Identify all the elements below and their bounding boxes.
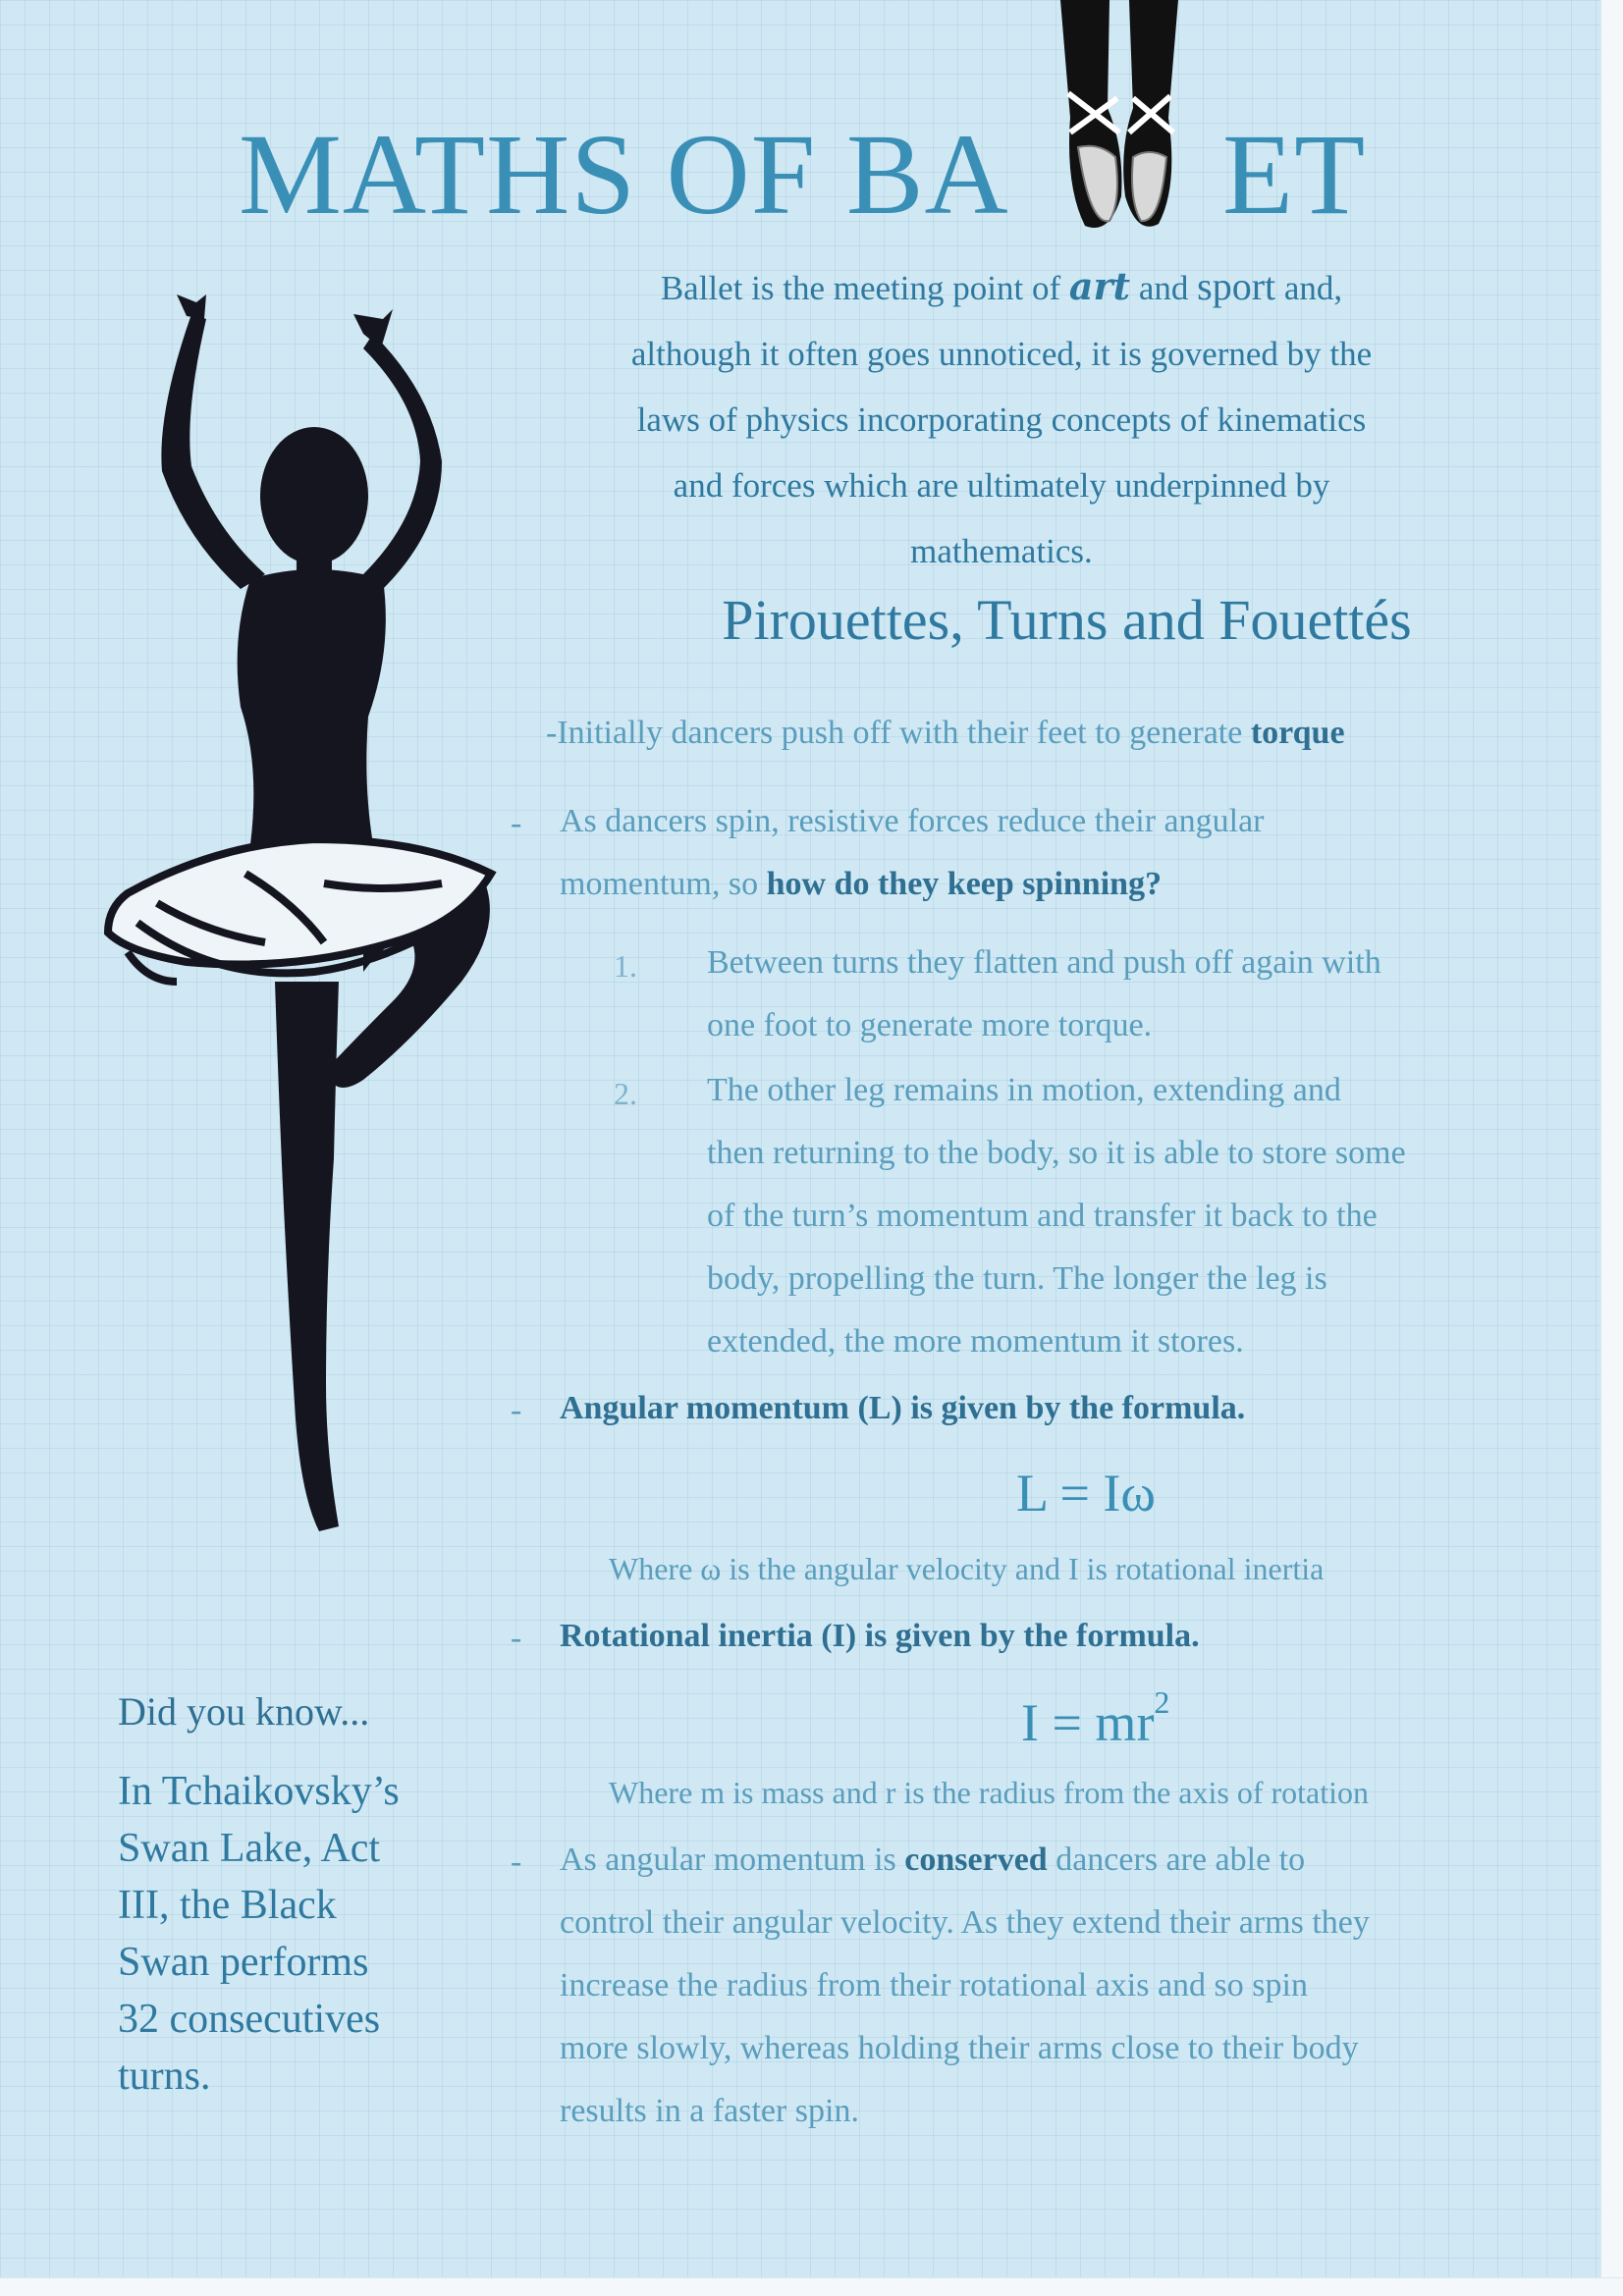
paper-bottom-edge	[0, 2277, 1623, 2296]
formula-angular-momentum: L = Iω	[1016, 1464, 1156, 1522]
list-number-2: 2.	[614, 1076, 637, 1111]
intro-line-5: mathematics.	[910, 532, 1093, 570]
dash-marker-4: -	[511, 1843, 522, 1880]
point-torque	[546, 715, 1345, 752]
point-spin-line-2	[560, 866, 1162, 903]
ballet-shoes-icon	[1031, 0, 1203, 240]
formula-2-base: I = mr	[1021, 1693, 1155, 1752]
intro-line-3: laws of physics incorporating concepts of kinematics	[636, 400, 1367, 439]
intro-line-1b: and	[1130, 269, 1198, 307]
angular-momentum-label: Angular momentum (L) is given by the formula.	[560, 1390, 1246, 1426]
list-item-1-line-1: Between turns they flatten and push off again with	[707, 944, 1381, 981]
did-you-know-line: Swan Lake, Act	[118, 1826, 381, 1871]
did-you-know-line: turns.	[118, 2054, 211, 2099]
point-torque-text: -Initially dancers push off with their feet to generate	[546, 715, 1251, 751]
conserved-line-1	[560, 1842, 1305, 1879]
list-number-1: 1.	[614, 948, 637, 984]
did-you-know-line: III, the Black	[118, 1883, 337, 1928]
intro-paragraph	[511, 253, 1492, 584]
intro-line-1a: Ballet is the meeting point of	[660, 269, 1069, 307]
point-spin-question: how do they keep spinning?	[766, 866, 1163, 902]
list-item-2-line-2: then returning to the body, so it is able to store some	[707, 1135, 1406, 1171]
list-item-2-line-5: extended, the more momentum it stores.	[707, 1323, 1244, 1360]
did-you-know-line: In Tchaikovsky’s	[118, 1769, 400, 1814]
point-spin-line-2-text: momentum, so	[560, 866, 767, 902]
dash-marker-3: -	[511, 1620, 522, 1656]
conserved-line-4: more slowly, whereas holding their arms close to their body	[560, 2030, 1359, 2066]
title-left: MATHS OF BA	[239, 110, 1009, 239]
conserved-line-3: increase the radius from their rotational axis and so spin	[560, 1967, 1308, 2003]
section-heading: Pirouettes, Turns and Fouettés	[722, 588, 1412, 652]
conserved-line-1b: dancers are able to	[1047, 1842, 1306, 1878]
list-item-2-line-3: of the turn’s momentum and transfer it back to the	[707, 1198, 1378, 1234]
title-right: ET	[1222, 110, 1367, 239]
intro-line-1c: and,	[1275, 269, 1343, 307]
conserved-line-5: results in a faster spin.	[560, 2093, 859, 2129]
dash-marker-2: -	[511, 1392, 522, 1428]
where-angular-velocity: Where ω is the angular velocity and I is rotational inertia	[609, 1551, 1325, 1586]
point-spin-line-1: As dancers spin, resistive forces reduce their angular	[560, 803, 1265, 839]
conserved-line-2: control their angular velocity. As they extend their arms they	[560, 1904, 1370, 1941]
did-you-know-body	[118, 1763, 471, 2105]
formula-rotational-inertia	[1021, 1684, 1169, 1753]
rotational-inertia-label: Rotational inertia (I) is given by the formula.	[560, 1618, 1200, 1654]
intro-sport-word: sport	[1197, 264, 1276, 308]
intro-line-2: although it often goes unnoticed, it is governed by the	[630, 335, 1373, 373]
paper-edge	[1600, 0, 1623, 2296]
list-item-1-line-2: one foot to generate more torque.	[707, 1007, 1153, 1043]
ballerina-silhouette-icon	[69, 294, 579, 1561]
intro-line-4: and forces which are ultimately underpinned by	[673, 466, 1330, 505]
did-you-know-line: Swan performs	[118, 1940, 369, 1985]
list-item-2-line-1: The other leg remains in motion, extending and	[707, 1072, 1341, 1108]
dash-marker-1: -	[511, 805, 522, 841]
where-mass-radius: Where m is mass and r is the radius from the axis of rotation	[609, 1775, 1370, 1810]
did-you-know-line: 32 consecutives	[118, 1997, 381, 2042]
formula-2-exponent: 2	[1154, 1684, 1170, 1720]
intro-line-1	[511, 253, 1492, 321]
point-torque-strong: torque	[1250, 715, 1345, 751]
intro-art-word: art	[1068, 264, 1131, 308]
did-you-know-title: Did you know...	[118, 1689, 370, 1734]
conserved-line-1a: As angular momentum is	[560, 1842, 905, 1878]
conserved-word: conserved	[904, 1842, 1048, 1878]
list-item-2-line-4: body, propelling the turn. The longer the leg is	[707, 1260, 1327, 1297]
